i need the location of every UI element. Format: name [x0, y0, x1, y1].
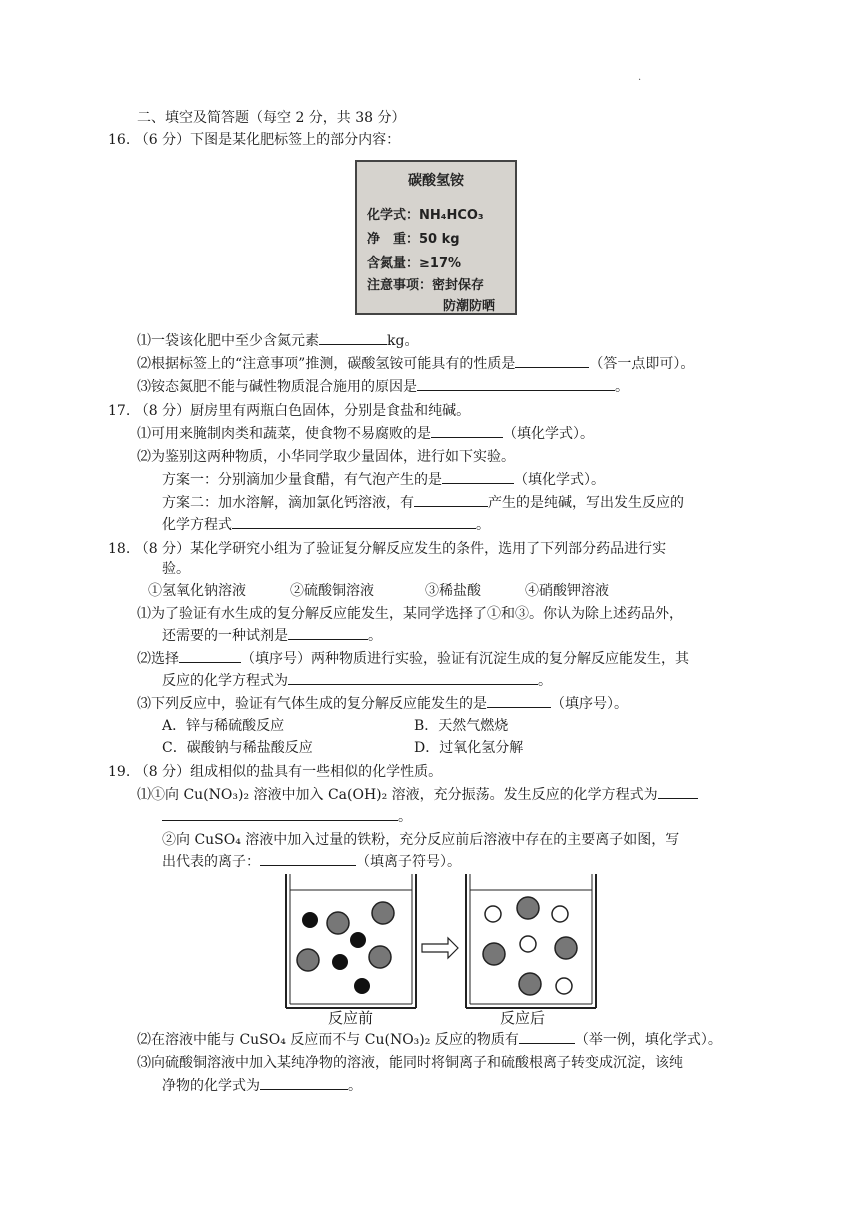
text: ⑶下列反应中，验证有气体生成的复分解反应能发生的是: [137, 696, 487, 712]
question-text: （8 分）某化学研究小组为了验证复分解反应发生的条件，选用了下列部分药品进行实: [134, 541, 667, 557]
reagent-1: ①氢氧化钠溶液: [148, 583, 246, 599]
answer-blank[interactable]: [232, 514, 476, 529]
text: ⑴①向 Cu(NO₃)₂ 溶液中加入 Ca(OH)₂ 溶液，充分振荡。发生反应的化学方程式为: [137, 787, 658, 803]
q17-plan-1: [162, 469, 605, 491]
question-number: 16.: [108, 132, 131, 148]
text: （填序号）两种物质进行实验，验证有沉淀生成的复分解反应能发生，其: [241, 651, 689, 667]
q18-part-2: [137, 648, 689, 670]
q16-part-2: [137, 353, 694, 375]
text: 化学方程式: [162, 517, 232, 533]
caption-after: 反应后: [500, 1009, 546, 1027]
question-18-stem-cont: 验。: [162, 561, 190, 577]
answer-blank[interactable]: [288, 670, 538, 685]
text: （填离子符号）。: [356, 854, 461, 870]
answer-blank[interactable]: [162, 806, 398, 821]
q19-part-2: [137, 1029, 722, 1051]
answer-blank[interactable]: [442, 469, 514, 484]
answer-blank[interactable]: [658, 784, 698, 799]
text: 反应的化学方程式为: [162, 673, 288, 689]
q18-part-1-cont: [162, 625, 382, 647]
reagent-4: ④硝酸钾溶液: [525, 583, 609, 599]
q17-part-1: [137, 423, 594, 445]
text: ⑵根据标签上的“注意事项”推测，碳酸氢铵可能具有的性质是: [137, 356, 516, 372]
q19-part-1-cont: [162, 806, 412, 828]
question-19-stem: [108, 761, 442, 783]
question-number: 19.: [108, 764, 131, 780]
question-number: 17.: [108, 403, 131, 419]
q18-part-1: ⑴为了验证有水生成的复分解反应能发生，某同学选择了①和③。你认为除上述药品外，: [137, 606, 683, 622]
label-note-1: 注意事项：密封保存: [367, 278, 485, 293]
answer-blank[interactable]: [179, 648, 241, 663]
option-a[interactable]: A．锌与稀硫酸反应: [162, 718, 285, 734]
option-c[interactable]: C．碳酸钠与稀盐酸反应: [162, 740, 313, 756]
answer-blank[interactable]: [417, 376, 615, 391]
text: 出代表的离子：: [162, 854, 260, 870]
text: 。: [348, 1078, 362, 1094]
question-17-stem: [108, 400, 470, 422]
option-b[interactable]: B．天然气燃烧: [414, 718, 509, 734]
answer-blank[interactable]: [519, 1029, 575, 1044]
text: 产生的是纯碱，写出发生反应的: [488, 495, 684, 511]
reagent-2: ②硫酸铜溶液: [290, 583, 374, 599]
q17-part-2: ⑵为鉴别这两种物质，小华同学取少量固体，进行如下实验。: [137, 449, 515, 465]
beaker-after: [466, 874, 596, 1008]
text: ⑴一袋该化肥中至少含氮元素: [137, 333, 319, 349]
q18-part-3: [137, 693, 628, 715]
text: ⑴可用来腌制肉类和蔬菜，使食物不易腐败的是: [137, 426, 431, 442]
reaction-arrow-icon: [422, 938, 458, 958]
text: 还需要的一种试剂是: [162, 628, 288, 644]
section-heading: 二、填空及简答题（每空 2 分，共 38 分）: [137, 110, 406, 126]
text: 。: [538, 673, 552, 689]
text: 。: [368, 628, 382, 644]
q18-part-2-cont: [162, 670, 552, 692]
text: 。: [476, 517, 490, 533]
reagent-3: ③稀盐酸: [425, 583, 481, 599]
text: （举一例，填化学式）。: [574, 1032, 722, 1048]
answer-blank[interactable]: [414, 492, 488, 507]
text: （填序号）。: [551, 696, 628, 712]
answer-blank[interactable]: [487, 693, 551, 708]
caption-before: 反应前: [328, 1009, 374, 1027]
question-text: （6 分）下图是某化肥标签上的部分内容：: [134, 132, 401, 148]
text: 。: [398, 809, 412, 825]
answer-blank[interactable]: [260, 851, 356, 866]
text: ⑵选择: [137, 651, 179, 667]
label-formula: 化学式：NH₄HCO₃: [367, 208, 484, 223]
label-nitrogen: 含氮量：≥17%: [367, 256, 462, 271]
label-weight: 净 重：50 kg: [367, 232, 460, 247]
answer-blank[interactable]: [319, 330, 387, 345]
text: （答一点即可）。: [589, 356, 695, 372]
question-number: 18.: [108, 541, 131, 557]
question-18-stem: [108, 538, 666, 560]
question-text: （8 分）厨房里有两瓶白色固体，分别是食盐和纯碱。: [134, 403, 471, 419]
text: （填化学式）。: [503, 426, 594, 442]
text: ⑵在溶液中能与 CuSO₄ 反应而不与 Cu(NO₃)₂ 反应的物质有: [137, 1032, 519, 1048]
text: 净物的化学式为: [162, 1078, 260, 1094]
q19-part-1-2: ②向 CuSO₄ 溶液中加入过量的铁粉，充分反应前后溶液中存在的主要离子如图，写: [162, 832, 680, 848]
text: 方案二：加水溶解，滴加氯化钙溶液，有: [162, 495, 414, 511]
text: 方案一：分别滴加少量食醋，有气泡产生的是: [162, 472, 442, 488]
q19-part-3-cont: [162, 1075, 362, 1097]
q16-part-1: [137, 330, 418, 352]
question-text: （8 分）组成相似的盐具有一些相似的化学性质。: [134, 764, 443, 780]
q17-plan-2-equation: [162, 514, 490, 536]
q17-plan-2: [162, 492, 684, 514]
answer-blank[interactable]: [260, 1075, 348, 1090]
label-note-2: 防潮防晒: [443, 299, 496, 314]
ion-beaker-diagram: [280, 870, 600, 1030]
text: ⑶铵态氮肥不能与碱性物质混合施用的原因是: [137, 379, 417, 395]
text: 。: [615, 379, 629, 395]
fertilizer-label-image: [355, 160, 517, 315]
answer-blank[interactable]: [431, 423, 503, 438]
q19-part-1: [137, 784, 698, 806]
beaker-before: [286, 874, 416, 1008]
text: （填化学式）。: [514, 472, 605, 488]
question-16-stem: [108, 129, 400, 151]
corner-mark: .: [638, 72, 642, 83]
option-d[interactable]: D．过氧化氢分解: [414, 740, 524, 756]
answer-blank[interactable]: [288, 625, 368, 640]
q19-part-3: ⑶向硫酸铜溶液中加入某纯净物的溶液，能同时将铜离子和硫酸根离子转变成沉淀，该纯: [137, 1055, 683, 1071]
answer-blank[interactable]: [515, 353, 589, 368]
text: kg。: [387, 333, 419, 349]
q16-part-3: [137, 376, 629, 398]
label-title: 碳酸氢铵: [408, 173, 464, 189]
